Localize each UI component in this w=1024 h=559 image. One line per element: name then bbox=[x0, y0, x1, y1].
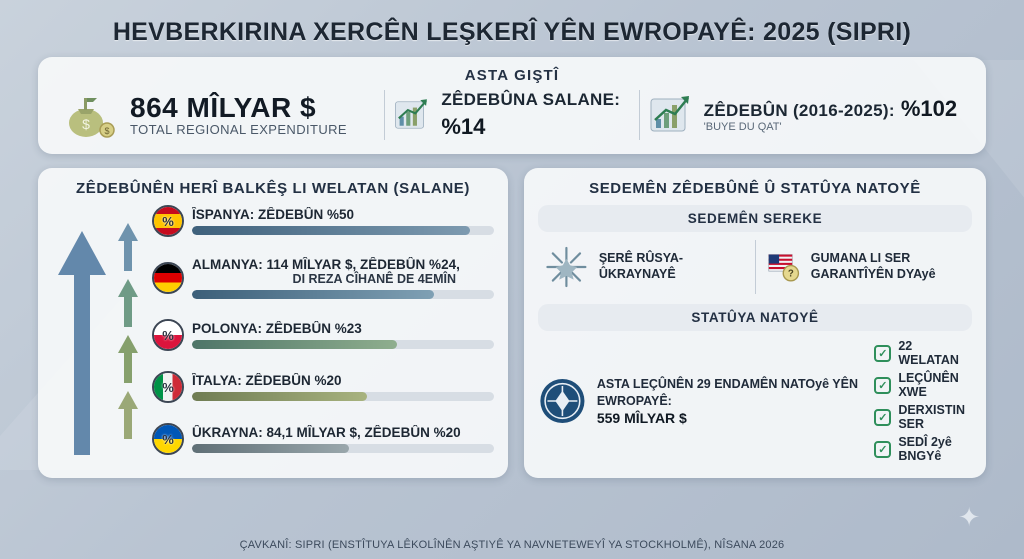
list-item[interactable] bbox=[152, 257, 494, 299]
svg-text:$: $ bbox=[104, 126, 110, 136]
stat-total-expenditure bbox=[56, 90, 384, 140]
reasons-panel-header bbox=[538, 205, 972, 232]
nato-amount: 559 MÎLYAR $ bbox=[596, 409, 687, 426]
list-item[interactable] bbox=[152, 205, 494, 237]
growth-chart-icon bbox=[648, 93, 694, 137]
check-label: 22 WELATAN bbox=[898, 339, 959, 367]
stat-decade-increase bbox=[640, 93, 968, 137]
decade-increase-value: %102 bbox=[900, 95, 958, 121]
annual-increase-value: %14 bbox=[441, 114, 486, 140]
reason-war-text: ŞERÊ RÛSYA-ÛKRAYNAYÊ bbox=[598, 251, 684, 281]
check-icon: ✓ bbox=[874, 345, 891, 362]
nato-title: STATÛYA NATOYÊ bbox=[691, 310, 819, 325]
sparkle-icon: ✦ bbox=[958, 502, 980, 532]
decade-increase-label: ZÊDEBÛN (2016-2025): bbox=[703, 100, 895, 120]
country-name-second-line: DI REZA CÎHANÊ DE 4EMÎN bbox=[292, 272, 456, 286]
divider bbox=[755, 240, 756, 294]
check-label: LEÇÛNÊN XWE bbox=[898, 371, 959, 399]
list-item bbox=[874, 339, 972, 367]
country-list bbox=[152, 205, 494, 455]
check-label: SEDÎ 2yê BNGYê bbox=[898, 435, 952, 463]
reasons-nato-card bbox=[524, 168, 986, 478]
usa-flag-question-icon bbox=[766, 243, 803, 291]
overview-heading: ASTA GIŞTÎ bbox=[464, 67, 560, 84]
country-name: ÎTALYA: ZÊDEBÛN %20 bbox=[192, 373, 342, 388]
stat-annual-increase bbox=[384, 90, 639, 140]
ukraine-flag-icon: % bbox=[152, 423, 184, 455]
arrow-graphic bbox=[52, 205, 144, 455]
decade-increase-note: 'BUYE DU QAT' bbox=[703, 121, 782, 134]
reasons-nato-title: SEDEMÊN ZÊDEBÛNÊ Û STATÛYA NATOYÊ bbox=[589, 180, 921, 197]
overview-card bbox=[38, 57, 986, 154]
country-bar bbox=[192, 290, 494, 299]
country-name: ÎSPANYA: ZÊDEBÛN %50 bbox=[192, 207, 355, 222]
reason-usa-guarantees[interactable] bbox=[762, 243, 973, 291]
check-icon: ✓ bbox=[874, 441, 891, 458]
growth-chart-icon bbox=[393, 93, 431, 137]
germany-flag-icon bbox=[152, 262, 184, 294]
reasons-title: SEDEMÊN SEREKE bbox=[687, 211, 823, 226]
reason-usa-text: GUMANA LI SER GARANTÎYÊN DYAyê bbox=[810, 251, 936, 281]
list-item bbox=[874, 403, 972, 431]
country-bar bbox=[192, 340, 494, 349]
explosion-icon bbox=[542, 240, 591, 294]
check-label: DERXISTIN SER bbox=[898, 403, 965, 431]
country-bar bbox=[192, 226, 494, 235]
annual-increase-label: ZÊDEBÛNA SALANE: bbox=[441, 90, 621, 110]
money-bag-icon bbox=[64, 90, 120, 140]
country-bar bbox=[192, 444, 494, 453]
countries-title: ZÊDEBÛNÊN HERÎ BALKÊŞ LI WELATAN (SALANE) bbox=[75, 180, 471, 197]
list-item[interactable] bbox=[152, 423, 494, 455]
page-title: HEVBERKIRINA XERCÊN LEŞKERÎ YÊN EWROPAYÊ: 2025 (SIPRI) bbox=[112, 18, 912, 46]
nato-panel-header bbox=[538, 304, 972, 331]
country-name: POLONYA: ZÊDEBÛN %23 bbox=[192, 321, 362, 336]
check-icon: ✓ bbox=[874, 377, 891, 394]
spain-flag-icon: % bbox=[152, 205, 184, 237]
svg-text:$: $ bbox=[82, 116, 90, 132]
countries-card bbox=[38, 168, 508, 478]
nato-description: ASTA LEÇÛNÊN 29 ENDAMÊN NATOyê YÊN EWROPAYÊ: bbox=[596, 377, 858, 408]
nato-checklist bbox=[874, 339, 972, 463]
reason-war[interactable] bbox=[538, 240, 749, 294]
nato-status-row bbox=[538, 339, 972, 463]
source-footer: ÇAVKANÎ: SIPRI (ENSTÎTUYA LÊKOLÎNÊN AŞTIYÊ YA NAVNETEWEYÎ YA STOCKHOLMÊ), NÎSANA 2026 bbox=[239, 539, 785, 551]
country-bar bbox=[192, 392, 494, 401]
total-expenditure-label: TOTAL REGIONAL EXPENDITURE bbox=[130, 122, 347, 138]
country-name: ÛKRAYNA: 84,1 MÎLYAR $, ZÊDEBÛN %20 bbox=[192, 425, 461, 440]
svg-text:?: ? bbox=[787, 268, 794, 280]
nato-emblem-icon bbox=[538, 370, 587, 432]
reasons-row bbox=[538, 240, 972, 294]
list-item[interactable] bbox=[152, 319, 494, 351]
country-name: ALMANYA: 114 MÎLYAR $, ZÊDEBÛN %24, bbox=[192, 257, 460, 272]
list-item bbox=[874, 371, 972, 399]
list-item bbox=[874, 435, 972, 463]
italy-flag-icon: % bbox=[152, 371, 184, 403]
list-item[interactable] bbox=[152, 371, 494, 403]
poland-flag-icon: % bbox=[152, 319, 184, 351]
total-expenditure-value: 864 MÎLYAR $ bbox=[130, 92, 317, 124]
check-icon: ✓ bbox=[874, 409, 891, 426]
